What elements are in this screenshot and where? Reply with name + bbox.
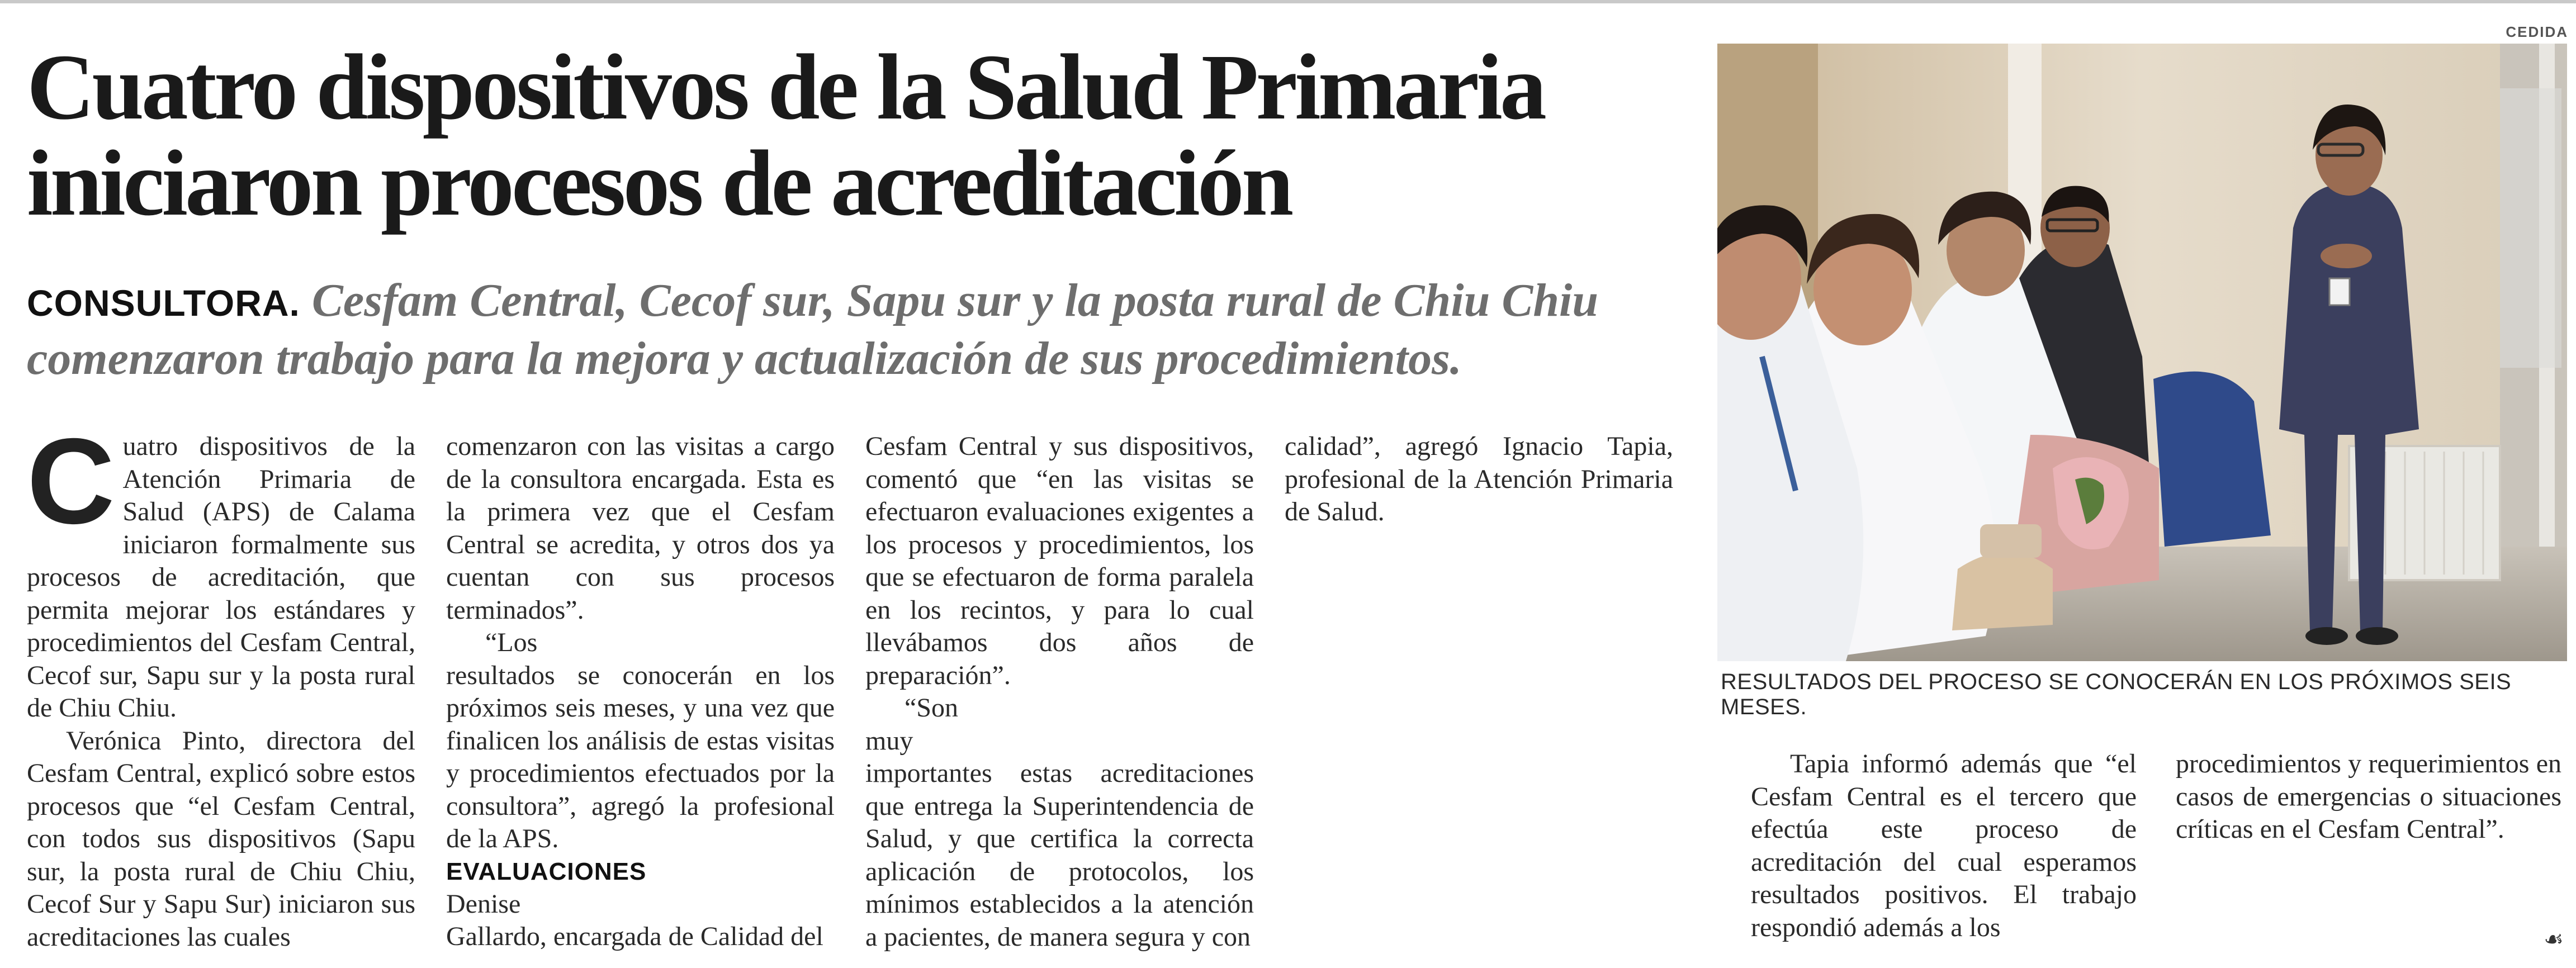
paragraph-3: “Los [485,628,538,657]
paragraph-5: “Son [905,693,958,723]
article-column-2 [446,430,835,961]
lead-kicker: CONSULTORA. [27,282,300,324]
paragraph-5-continued-continued-continued: calidad”, agregó Ignacio Tapia, profesional de la Atención Primaria de Salud. [1285,431,1673,526]
article-column-1 [27,414,415,961]
paragraph-4-continued-continued: Cesfam Central y sus dispositivos, comentó que “en las visitas se efectuaron evaluaciones exigentes a los procesos y procedimientos, los que se efectuaron de forma paralela en los recintos, y para lo cual llevábamos dos años de preparación”. [865,431,1254,690]
lead-deck [27,273,1670,387]
photo-illustration [1717,44,2567,661]
article-photo [1717,44,2567,661]
headline [27,35,1693,235]
section-subhead: EVALUACIONES [446,857,647,885]
paragraph-1: Cuatro dispositivos de la Atención Primaria de Salud (APS) de Calama iniciaron formalmente sus procesos de acreditación, que permita mejorar los estándares y procedimientos del Cesfam Central, Cecof sur, Sapu sur y la posta rural de Chiu Chiu. [27,414,415,723]
paragraph-4-continued: Gallardo, encargada de Calidad del [446,922,823,951]
article-column-5 [1751,748,2137,960]
top-rule [0,0,2576,3]
article-body [27,414,1673,956]
article-continuation [1751,748,2567,955]
paragraph-5-continued-continued: importantes estas acreditaciones que entrega la Superintendencia de Salud, y que certifica la correcta aplicación de protocolos, los mínimos establecidos a la atención a pacientes, de manera segura y con [865,758,1254,952]
paragraph-3-continued: resultados se conocerán en los próximos seis meses, y una vez que finalicen los análisis de estas visitas y procedimientos efectuados por la consultora”, agregó la profesional de la APS. [446,660,835,853]
article-column-3 [865,430,1254,961]
paragraph-6: Tapia informó además que “el Cesfam Central es el tercero que efectúa este proceso de acreditación del cual esperamos resultados positivos. El trabajo respondió además a los [1751,749,2137,942]
paragraph-2: Verónica Pinto, directora del Cesfam Central, explicó sobre estos procesos que “el Cesfam Central, con todos sus dispositivos (Sapu sur, la posta rural de Chiu Chiu, Cecof Sur y Sapu Sur) iniciaron sus acreditaciones las cuales [27,725,415,952]
paragraph-2-continued: comenzaron con las visitas a cargo de la consultora encargada. Esta es la primera vez que el Cesfam Central se acredita, y otros dos ya cuentan con sus procesos terminados”. [446,431,835,625]
photo-caption: RESULTADOS DEL PROCESO SE CONOCERÁN EN LOS PRÓXIMOS SEIS MESES. [1721,670,2512,719]
article-column-4 [1285,430,1673,961]
paragraph-6-continued: procedimientos y requerimientos en casos de emergencias o situaciones críticas en el Cesfam Central”. [2176,749,2561,844]
end-mark-icon: ☙ [2544,927,2564,952]
lead-text: Cesfam Central, Cecof sur, Sapu sur y la posta rural de Chiu Chiu comenzaron trabajo para la mejora y actualización de sus procedimientos. [27,274,1599,385]
photo-credit: CEDIDA [2506,23,2568,40]
paragraph-5-continued: muy [865,725,913,756]
headline-line-2: iniciaron procesos de acreditación [27,131,1291,235]
headline-line-1: Cuatro dispositivos de la Salud Primaria [27,35,1544,139]
dropcap: C [27,414,115,549]
paragraph-4: Denise [446,889,521,919]
article-column-6 [2176,748,2561,960]
